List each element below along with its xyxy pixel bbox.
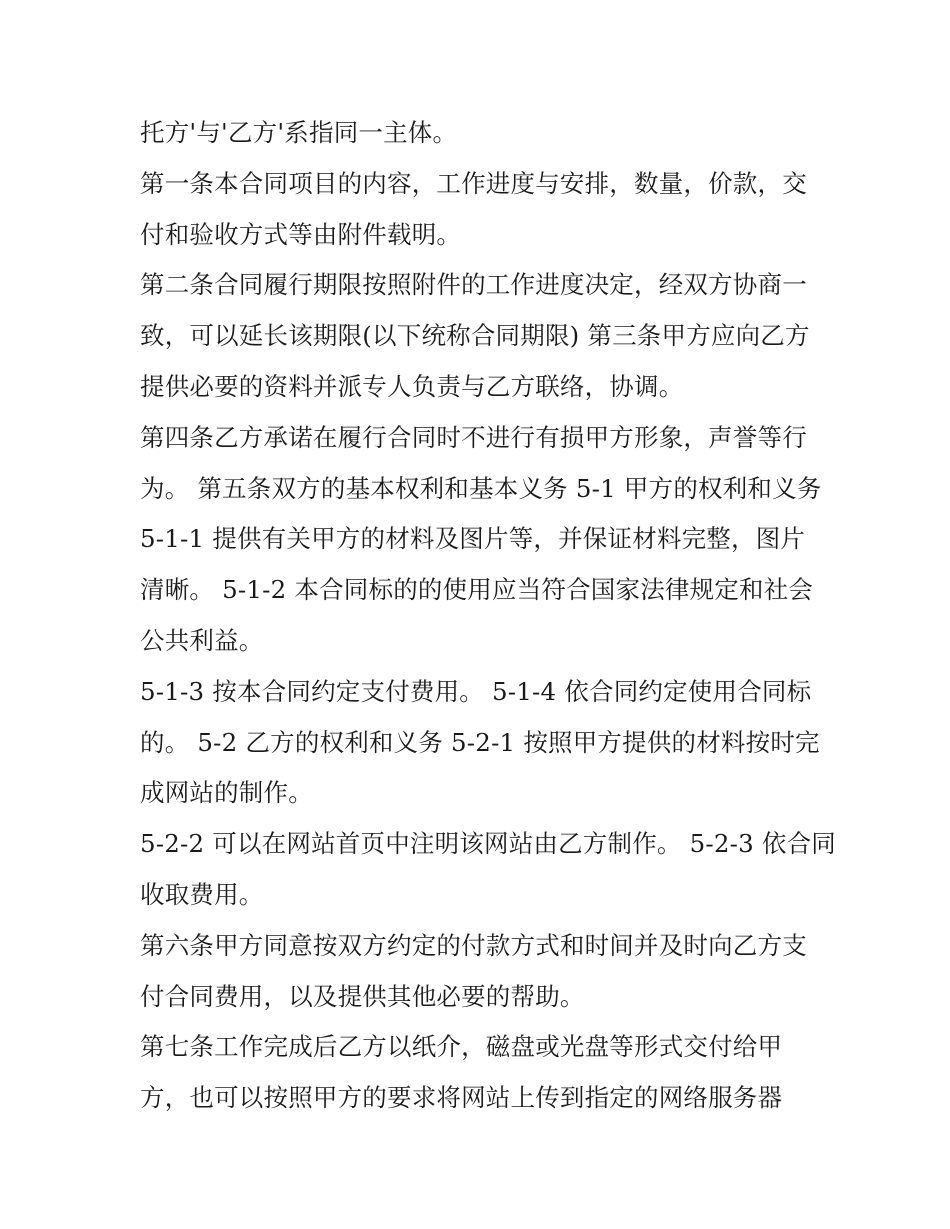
text-line: 付和验收方式等由附件载明。: [140, 219, 462, 249]
text-line: 5-1-1 提供有关甲方的材料及图片等，并保证材料完整，图片: [140, 524, 806, 554]
text-line: 托方'与'乙方'系指同一主体。: [140, 118, 458, 147]
document-body: [140, 108, 837, 1124]
text-line: 清晰。 5-1-2 本合同标的的使用应当符合国家法律规定和社会: [140, 575, 814, 605]
text-line: 第四条乙方承诺在履行合同时不进行有损甲方形象，声誉等行: [140, 422, 807, 452]
text-line: 第六条甲方同意按双方约定的付款方式和时间并及时向乙方支: [140, 930, 807, 960]
text-line: 第七条工作完成后乙方以纸介，磁盘或光盘等形式交付给甲: [140, 1032, 783, 1062]
text-line: 方，也可以按照甲方的要求将网站上传到指定的网络服务器: [140, 1083, 783, 1113]
text-line: 收取费用。: [140, 879, 264, 909]
text-line: 第二条合同履行期限按照附件的工作进度决定，经双方协商一: [140, 270, 807, 300]
text-line: 5-2-2 可以在网站首页中注明该网站由乙方制作。 5-2-3 依合同: [140, 829, 837, 859]
text-line: 第一条本合同项目的内容，工作进度与安排，数量，价款，交: [140, 168, 807, 198]
text-line: 公共利益。: [140, 625, 264, 655]
text-line: 致，可以延长该期限(以下统称合同期限) 第三条甲方应向乙方: [140, 321, 810, 351]
text-line: 的。 5-2 乙方的权利和义务 5-2-1 按照甲方提供的材料按时完: [140, 727, 820, 757]
text-line: 提供必要的资料并派专人负责与乙方联络，协调。: [140, 371, 684, 401]
text-line: 为。 第五条双方的基本权利和基本义务 5-1 甲方的权利和义务: [140, 473, 822, 503]
text-line: 成网站的制作。: [140, 778, 313, 808]
text-line: 5-1-3 按本合同约定支付费用。 5-1-4 依合同约定使用合同标: [140, 676, 812, 706]
text-line: 付合同费用，以及提供其他必要的帮助。: [140, 981, 585, 1011]
